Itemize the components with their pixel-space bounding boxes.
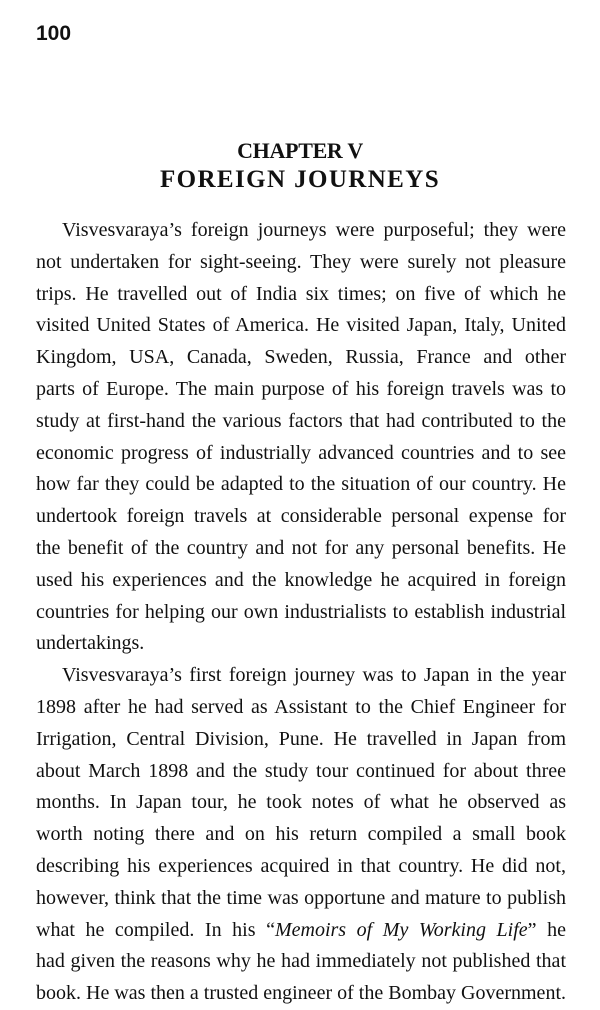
- text-line: countries for helping our own industrialists to establish industrial: [36, 600, 566, 623]
- text-line: describing his experiences acquired in that country. He did not,: [36, 854, 566, 877]
- chapter-title: FOREIGN JOURNEYS: [159, 166, 441, 193]
- chapter-label: CHAPTER V: [237, 138, 363, 163]
- text-line: economic progress of industrially advanced countries and to see: [36, 441, 566, 464]
- text-line: undertakings.: [36, 632, 145, 655]
- text-line: worth noting there and on his return compiled a small book: [36, 823, 566, 846]
- text-line: how far they could be adapted to the situation of our country. He: [36, 473, 566, 496]
- paragraph: [36, 215, 566, 660]
- text-line: however, think that the time was opportune and mature to publish: [36, 886, 566, 909]
- text-line: Visvesvaraya’s foreign journeys were purposeful; they were: [62, 219, 566, 241]
- body-text: [36, 215, 566, 1010]
- text-line: Irrigation, Central Division, Pune. He travelled in Japan from: [36, 727, 566, 750]
- page-number: 100: [36, 22, 72, 45]
- text-line: used his experiences and the knowledge he acquired in foreign: [36, 568, 566, 591]
- text-line: Kingdom, USA, Canada, Sweden, Russia, France and other: [36, 346, 566, 369]
- text-line: months. In Japan tour, he took notes of what he observed as: [36, 791, 566, 814]
- text-line: undertook foreign travels at considerable personal expense for: [36, 505, 566, 528]
- book-title: Memoirs of My Working Life: [274, 918, 528, 941]
- text-segment: ” he: [527, 918, 566, 941]
- text-line: trips. He travelled out of India six times; on five of which he: [36, 282, 566, 305]
- text-line: the benefit of the country and not for any personal benefits. He: [36, 536, 566, 559]
- text-line: 1898 after he had served as Assistant to the Chief Engineer for: [36, 695, 566, 718]
- text-line: Visvesvaraya’s first foreign journey was to Japan in the year: [62, 664, 566, 687]
- text-line-with-title: [36, 915, 566, 947]
- text-line: not undertaken for sight-seeing. They were surely not pleasure: [36, 250, 566, 273]
- text-line: had given the reasons why he had immediately not published that: [36, 950, 566, 973]
- text-line: about March 1898 and the study tour continued for about three: [36, 759, 566, 782]
- text-line: visited United States of America. He visited Japan, Italy, United: [36, 314, 566, 337]
- text-segment: what he compiled. In his “: [36, 918, 275, 941]
- text-line: parts of Europe. The main purpose of his foreign travels was to: [36, 377, 566, 400]
- text-line: study at first-hand the various factors that had contributed to the: [36, 409, 566, 432]
- paragraph: [36, 660, 566, 1010]
- text-line: book. He was then a trusted engineer of the Bombay Government.: [36, 982, 566, 1005]
